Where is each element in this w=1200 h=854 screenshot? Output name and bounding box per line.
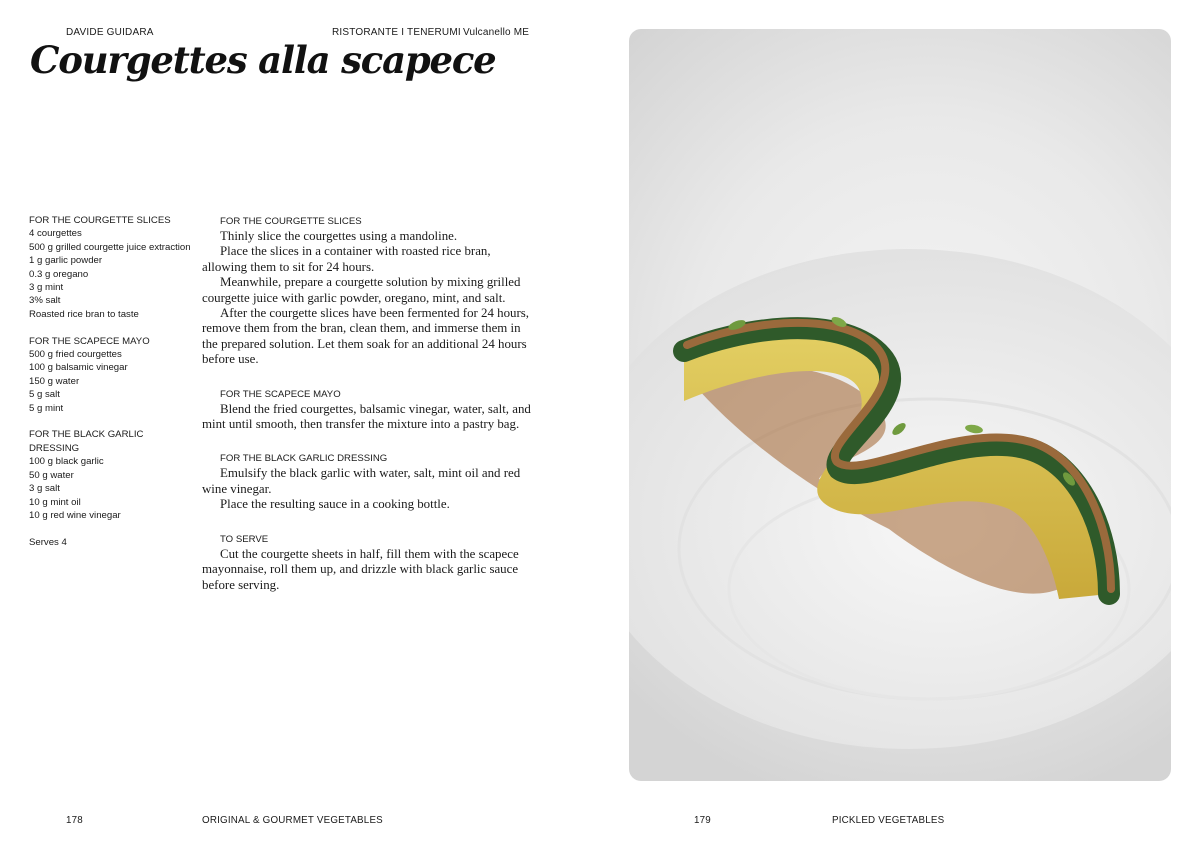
method-paragraph: Place the resulting sauce in a cooking bottle. (220, 497, 450, 512)
method-paragraph: Meanwhile, prepare a courgette solution by mixing grilled courgette juice with garlic powder, oregano, mint, and salt. (202, 275, 521, 305)
ingredient-group-courgette-slices (29, 214, 194, 321)
method-paragraph: Blend the fried courgettes, balsamic vinegar, water, salt, and mint until smooth, then transfer the mixture into a pastry bag. (202, 401, 531, 432)
ingredient-group-heading: FOR THE SCAPECE MAYO (29, 335, 150, 347)
ingredient-item: 100 g balsamic vinegar (29, 362, 128, 374)
ingredient-item: 5 g mint (29, 402, 64, 414)
ingredient-group-heading: FOR THE COURGETTE SLICES (29, 215, 171, 226)
ingredient-item: 3% salt (29, 295, 61, 307)
section-title-right: PICKLED VEGETABLES (832, 815, 945, 826)
running-header-location: Vulcanello ME (463, 27, 530, 38)
method-step-heading: FOR THE COURGETTE SLICES (220, 216, 362, 227)
dish-photo (629, 29, 1171, 781)
ingredient-item: 500 g grilled courgette juice extraction (29, 241, 191, 253)
dish-illustration (629, 29, 1171, 781)
ingredient-item: 10 g red wine vinegar (29, 509, 121, 521)
method-column (202, 215, 537, 613)
method-paragraph: Cut the courgette sheets in half, fill them with the scapece mayonnaise, roll them up, and drizzle with black garlic sauce before serving. (202, 546, 519, 592)
ingredients-column (29, 214, 194, 549)
ingredient-item: 3 g mint (29, 282, 64, 294)
ingredient-item: 10 g mint oil (29, 496, 81, 508)
ingredient-item: 3 g salt (29, 483, 60, 495)
ingredient-item: 1 g garlic powder (29, 255, 103, 267)
method-step-scapece-mayo (202, 388, 537, 433)
running-header-author: DAVIDE GUIDARA (66, 27, 154, 38)
page-number-right: 179 (694, 815, 711, 826)
method-paragraph: Emulsify the black garlic with water, salt, mint oil and red wine vinegar. (202, 466, 521, 496)
ingredient-item: 50 g water (29, 469, 74, 481)
ingredient-item: 5 g salt (29, 389, 60, 401)
ingredient-item: 0.3 g oregano (29, 268, 89, 280)
method-step-heading: TO SERVE (220, 533, 269, 545)
method-step-black-garlic-dressing (202, 452, 537, 512)
serves-note: Serves 4 (29, 536, 67, 548)
recipe-title: Courgettes alla scapece (30, 38, 496, 82)
ingredient-group-heading: FOR THE BLACK GARLIC DRESSING (29, 429, 144, 454)
ingredient-item: 150 g water (29, 375, 80, 387)
method-step-to-serve (202, 533, 537, 593)
method-step-heading: FOR THE BLACK GARLIC DRESSING (220, 453, 388, 465)
ingredient-item: 4 courgettes (29, 228, 82, 240)
method-step-courgette-slices (202, 215, 537, 368)
running-header-restaurant: RISTORANTE I TENERUMI (332, 27, 461, 38)
method-step-heading: FOR THE SCAPECE MAYO (220, 388, 341, 400)
section-title-left: ORIGINAL & GOURMET VEGETABLES (202, 815, 383, 826)
ingredient-item: Roasted rice bran to taste (29, 308, 139, 320)
ingredient-item: 100 g black garlic (29, 456, 104, 468)
page-number-left: 178 (66, 815, 83, 826)
method-paragraph: Place the slices in a container with roasted rice bran, allowing them to sit for 24 hours. (202, 244, 491, 274)
method-paragraph: After the courgette slices have been fermented for 24 hours, remove them from the bran, clean them, and immerse them in the prepared solution. Let them soak for an additional 24 hours before use. (202, 306, 530, 367)
method-paragraph: Thinly slice the courgettes using a mandoline. (220, 229, 458, 243)
ingredient-group-black-garlic-dressing (29, 428, 194, 522)
ingredient-item: 500 g fried courgettes (29, 349, 122, 361)
ingredient-group-scapece-mayo (29, 335, 194, 415)
